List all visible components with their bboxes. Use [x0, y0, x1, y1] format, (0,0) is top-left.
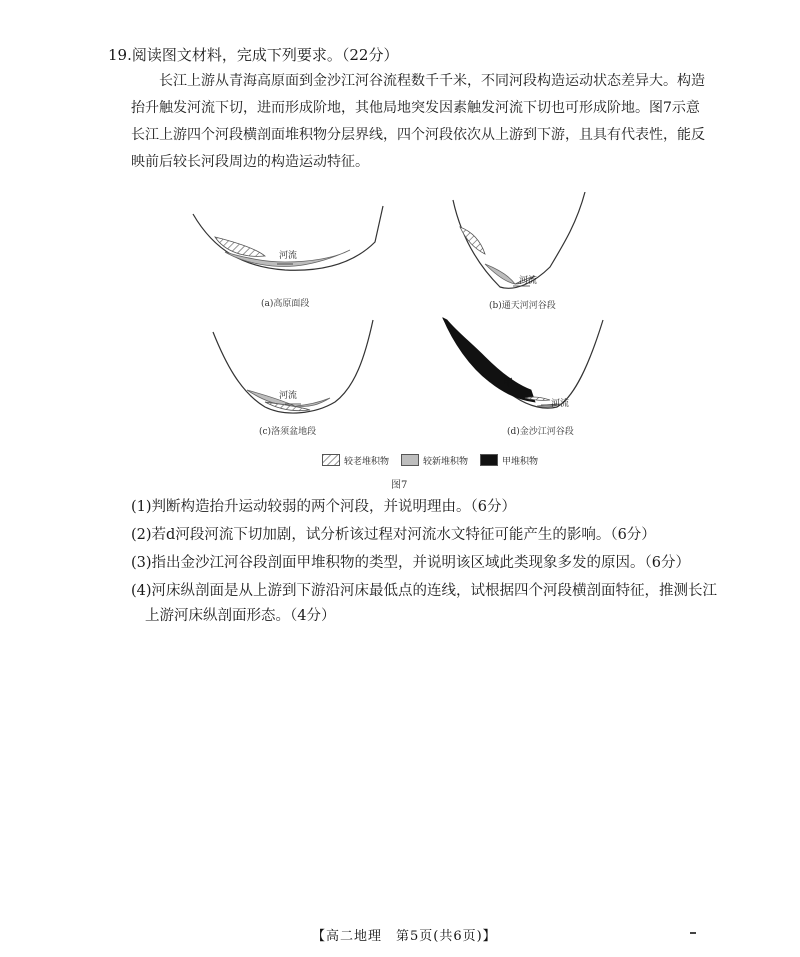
panel-c-caption: (c)洛须盆地段 — [259, 427, 317, 437]
legend-old-deposits — [322, 454, 389, 467]
figure-legend — [322, 452, 550, 468]
sub-question-2: (2)若d河段河流下切加剧，试分析该过程对河流水文特征可能产生的影响。（6分） — [131, 527, 656, 543]
legend-old-label: 较老堆积物 — [344, 456, 390, 467]
panel-c-river-label: 河流 — [279, 391, 298, 401]
sub-question-4: (4)河床纵剖面是从上游到下游沿河床最低点的连线，试根据四个河段横剖面特征，推测长江上游河床纵剖面形态。（4分） — [131, 583, 718, 624]
panel-d-profile — [443, 318, 603, 408]
legend-new-label: 较新堆积物 — [423, 456, 469, 467]
panel-d-label-jia: 甲 — [503, 378, 513, 389]
gray-swatch-icon — [401, 454, 419, 466]
panel-b-caption: (b)通天河河谷段 — [489, 301, 556, 311]
sub-question-1: (1)判断构造抬升运动较弱的两个河段，并说明理由。（6分） — [131, 499, 517, 515]
black-swatch-icon — [480, 454, 498, 466]
panel-a-caption: (a)高原面段 — [261, 299, 310, 309]
legend-jia-label: 甲堆积物 — [502, 456, 539, 467]
panel-d-caption: (d)金沙江河谷段 — [507, 427, 574, 437]
figure-title: 图7 — [391, 480, 408, 491]
figure-7 — [185, 192, 605, 470]
material-paragraph: 长江上游从青海高原面到金沙江河谷流程数千千米，不同河段构造运动状态差异大。构造抬升触发河流下切，进而形成阶地，其他局地突发因素触发河流下切也可形成阶地。图7示意长江上游四个河段横剖面堆积物分层界线，四个河段依次从上游到下游，且具有代表性，能反映前后较长河段周边的构造运动特征。 — [131, 73, 705, 170]
question-header: 19.阅读图文材料，完成下列要求。（22分） — [108, 46, 399, 64]
panel-b-river-label: 河流 — [519, 276, 538, 286]
sub-question-3: (3)指出金沙江河谷段剖面甲堆积物的类型，并说明该区域此类现象多发的原因。（6分） — [131, 555, 691, 571]
legend-jia-deposits — [480, 454, 538, 467]
corner-mark — [690, 932, 696, 934]
panel-a-river-label: 河流 — [279, 251, 298, 261]
legend-new-deposits — [401, 454, 468, 467]
page-footer: 【高二地理 第5页(共6页)】 — [312, 929, 497, 944]
hatch-swatch-icon — [322, 454, 340, 466]
panel-d-river-label: 河流 — [551, 399, 570, 409]
